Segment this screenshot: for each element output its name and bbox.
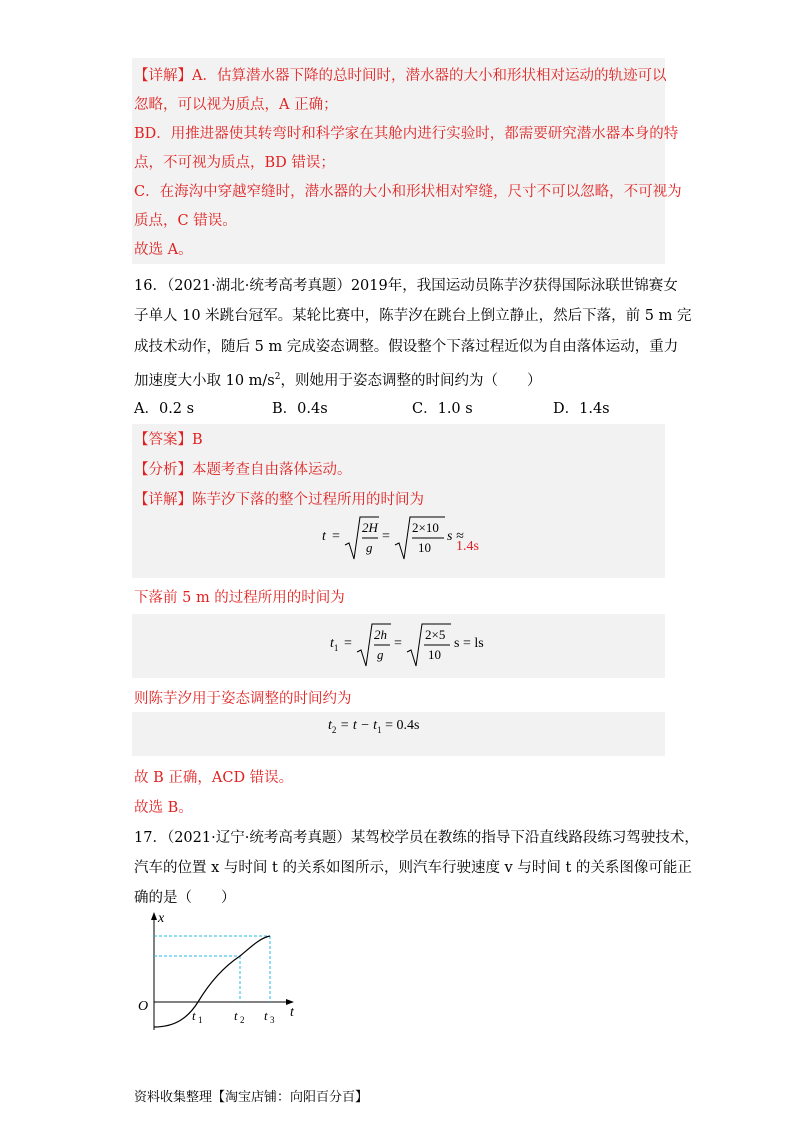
q17-line-3: 确的是（ ）	[134, 890, 236, 906]
q16-line-2: 子单人 10 米跳台冠军。某轮比赛中，陈芋汐在跳台上倒立静止，然后下落，前 5 m 完	[134, 308, 692, 324]
position-time-graph	[130, 910, 310, 1035]
a16-step-3: 则陈芋汐用于姿态调整的时间约为	[134, 691, 352, 707]
position-curve	[154, 936, 270, 1027]
t1-sub: 1	[198, 1015, 203, 1025]
explain-line-4: 点，不可视为质点，BD 错误；	[134, 155, 335, 171]
explain-line-7: 故选 A。	[134, 242, 193, 258]
q16-option-a: A．0.2 s	[134, 401, 195, 417]
a16-conclusion: 故 B 正确，ACD 错误。	[134, 770, 294, 786]
graph-canvas	[130, 910, 310, 1035]
explain-line-1: 【详解】A．估算潜水器下降的总时间时，潜水器的大小和形状相对运动的轨迹可以	[134, 68, 667, 84]
explain-line-5: C．在海沟中穿越窄缝时，潜水器的大小和形状相对窄缝，尺寸不可以忽略，不可视为	[134, 184, 682, 200]
y-axis-label: x	[158, 911, 165, 926]
explain-line-3: BD．用推进器使其转弯时和科学家在其舱内进行实验时，都需要研究潜水器本身的特	[134, 126, 679, 142]
q16-option-c: C．1.0 s	[412, 401, 473, 417]
q17-line-1: 17．（2021·辽宁·统考高考真题）某驾校学员在教练的指导下沿直线路段练习驾驶技术，	[134, 830, 699, 846]
footer-note: 资料收集整理【淘宝店铺：向阳百分百】	[134, 1090, 369, 1105]
q16-line-3: 成技术动作，随后 5 m 完成姿态调整。假设整个下落过程近似为自由落体运动，重力	[134, 339, 679, 355]
formula-2: $t_1$ = 2h g = 2×5 10 s = ls	[330, 622, 530, 672]
x-axis-label: t	[290, 1005, 294, 1020]
q16-line-1: 16．（2021·湖北·统考高考真题）2019年，我国运动员陈芋汐获得国际泳联世锦赛女	[134, 278, 678, 294]
t1-label: t	[192, 1008, 196, 1023]
origin-label: O	[138, 999, 149, 1014]
q17-line-2: 汽车的位置 x 与时间 t 的关系如图所示，则汽车行驶速度 v 与时间 t 的关系图像可能正	[134, 860, 692, 876]
a16-detail: 【详解】陈芋汐下落的整个过程所用的时间为	[134, 492, 424, 508]
q16-option-b: B．0.4s	[272, 401, 328, 417]
y-axis-arrow	[151, 912, 157, 920]
formula-3: $t_2 = t - t_1 = 0.4s$	[328, 718, 420, 735]
t3-sub: 3	[270, 1015, 275, 1025]
t3-label: t	[264, 1008, 268, 1023]
q16-option-d: D．1.4s	[553, 401, 610, 417]
t2-label: t	[234, 1008, 238, 1023]
formula-1: t = 2H g = 2×10 10 s ≈ 1.4s	[322, 515, 522, 565]
q16-line-4: 加速度大小取 10 $m/s^2$，则她用于姿态调整的时间约为（ ）	[134, 372, 542, 389]
a16-step-2: 下落前 5 m 的过程所用的时间为	[134, 590, 345, 606]
t2-sub: 2	[240, 1015, 245, 1025]
a16-analysis: 【分析】本题考查自由落体运动。	[134, 462, 352, 478]
explain-line-6: 质点，C 错误。	[134, 213, 237, 229]
explain-line-2: 忽略，可以视为质点，A 正确；	[134, 97, 338, 113]
a16-choice: 故选 B。	[134, 800, 193, 816]
a16-answer: 【答案】B	[134, 432, 203, 448]
